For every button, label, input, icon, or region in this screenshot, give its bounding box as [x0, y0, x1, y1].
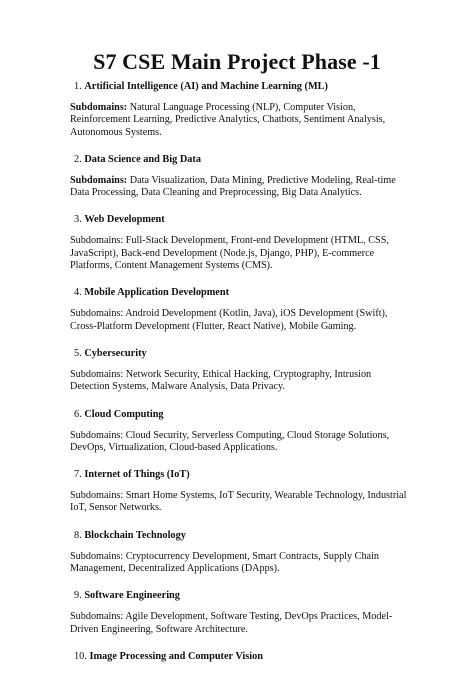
section-title: Image Processing and Computer Vision — [89, 650, 263, 662]
section-item — [70, 408, 410, 455]
section-number: 4. — [74, 287, 82, 299]
section-number: 6. — [74, 408, 82, 420]
subdomains-text: Android Development (Kotlin, Java), iOS Development (Swift), Cross-Platform Development (Flutter, React Native), Mobile Gaming. — [70, 308, 388, 332]
section-subdomains — [70, 175, 410, 200]
section-subdomains — [70, 369, 410, 394]
section-title: Mobile Application Development — [84, 287, 230, 299]
section-subdomains — [70, 308, 410, 333]
subdomains-label: Subdomains: — [70, 235, 124, 247]
subdomains-label: Subdomains: — [70, 611, 124, 623]
section-subdomains — [70, 611, 410, 636]
section-subdomains — [70, 102, 410, 139]
section-title: Blockchain Technology — [84, 529, 186, 541]
section-number: 1. — [74, 81, 82, 92]
section-title: Software Engineering — [84, 590, 180, 602]
subdomains-label: Subdomains: — [70, 429, 124, 441]
section-title: Web Development — [84, 214, 165, 226]
section-number: 10. — [74, 650, 87, 662]
subdomains-text: Data Visualization, Data Mining, Predictive Modeling, Real-time Data Processing, Data Cleaning and Preprocessing, Big Data Analytics. — [70, 174, 396, 199]
section-heading — [70, 153, 410, 167]
section-heading — [70, 80, 410, 94]
section-number: 5. — [74, 347, 82, 359]
subdomains-label: Subdomains: — [70, 174, 128, 186]
subdomains-label: Subdomains: — [70, 550, 124, 562]
subdomains-label: Subdomains: — [70, 368, 124, 380]
subdomains-text: Cloud Security, Serverless Computing, Cloud Storage Solutions, DevOps, Virtualization, Cloud-based Applications. — [70, 429, 390, 453]
section-title: Data Science and Big Data — [84, 153, 202, 165]
section-number: 9. — [74, 590, 82, 602]
section-item — [70, 347, 410, 394]
section-number: 2. — [74, 153, 82, 165]
section-heading — [70, 347, 410, 361]
subdomains-text: Smart Home Systems, IoT Security, Wearable Technology, Industrial IoT, Sensor Networks. — [70, 490, 407, 514]
section-heading — [70, 408, 410, 422]
section-item — [70, 213, 410, 272]
section-subdomains — [70, 235, 410, 272]
subdomains-label: Subdomains: — [70, 490, 124, 502]
section-heading — [70, 213, 410, 227]
subdomains-text: Network Security, Ethical Hacking, Cryptography, Intrusion Detection Systems, Malware Analysis, Data Privacy. — [70, 368, 372, 393]
section-list — [70, 80, 410, 678]
subdomains-label: Subdomains: — [70, 308, 124, 320]
section-heading — [70, 286, 410, 300]
section-title: Cloud Computing — [84, 408, 164, 420]
section-item — [70, 650, 410, 664]
section-heading — [70, 650, 410, 664]
subdomains-text: Natural Language Processing (NLP), Computer Vision, Reinforcement Learning, Predictive Analytics, Chatbots, Sentiment Analysis, Autonomous Systems. — [70, 102, 386, 138]
section-subdomains — [70, 490, 410, 515]
section-item — [70, 529, 410, 576]
section-number: 7. — [74, 469, 82, 481]
section-title: Cybersecurity — [84, 347, 147, 359]
section-item — [70, 80, 410, 139]
section-item — [70, 286, 410, 333]
subdomains-text: Agile Development, Software Testing, DevOps Practices, Model-Driven Engineering, Software Architecture. — [70, 611, 393, 635]
section-item — [70, 468, 410, 515]
subdomains-text: Full-Stack Development, Front-end Development (HTML, CSS, JavaScript), Back-end Development (Node.js, Django, PHP), E-commerce Platforms, Content Management Systems (CMS). — [70, 235, 389, 272]
section-item — [70, 589, 410, 636]
subdomains-label: Subdomains: — [70, 102, 128, 113]
section-heading — [70, 468, 410, 482]
document-title: S7 CSE Main Project Phase -1 — [93, 49, 381, 74]
section-heading — [70, 589, 410, 603]
section-subdomains — [70, 430, 410, 455]
section-title: Internet of Things (IoT) — [84, 469, 190, 481]
subdomains-text: Cryptocurrency Development, Smart Contracts, Supply Chain Management, Decentralized Applications (DApps). — [70, 550, 379, 575]
section-item — [70, 153, 410, 200]
section-heading — [70, 529, 410, 543]
section-subdomains — [70, 551, 410, 576]
section-number: 3. — [74, 214, 82, 226]
section-number: 8. — [74, 529, 82, 541]
section-title: Artificial Intelligence (AI) and Machine Learning (ML) — [84, 81, 328, 92]
